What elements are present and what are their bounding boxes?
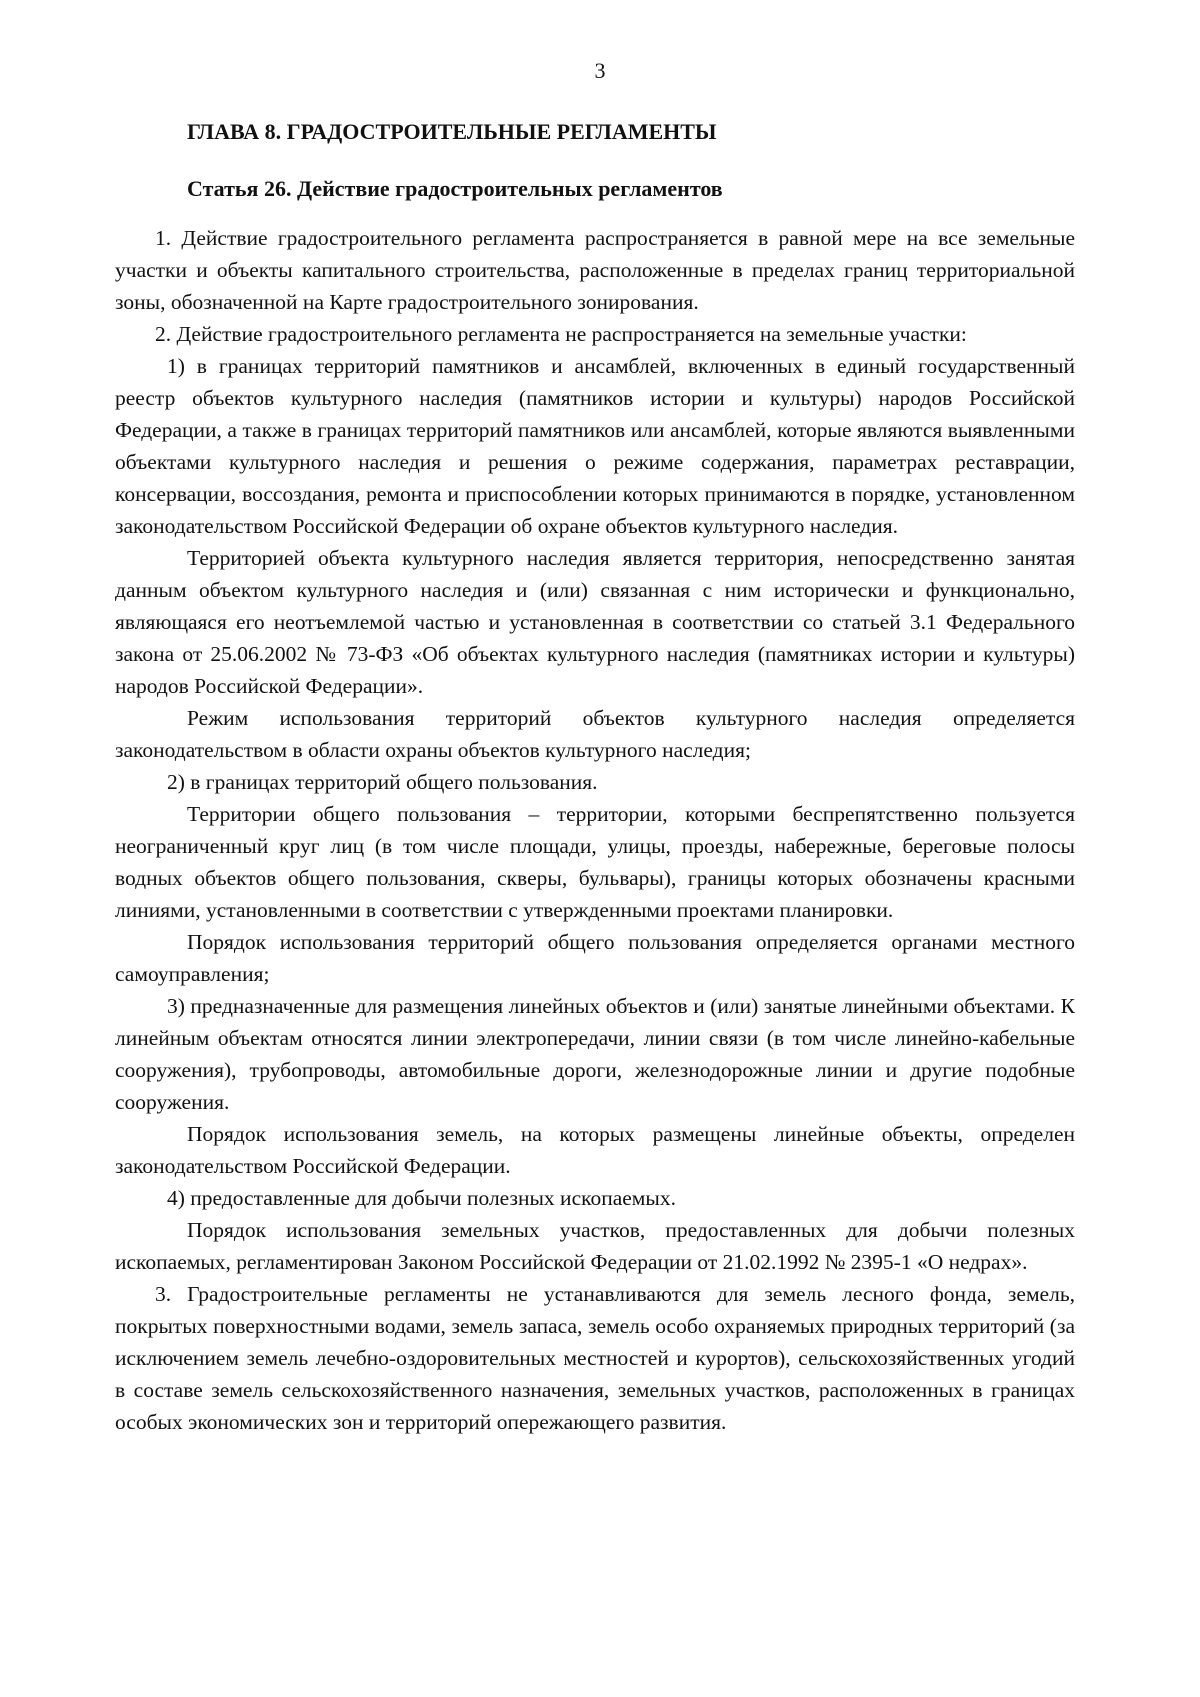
chapter-title: ГЛАВА 8. ГРАДОСТРОИТЕЛЬНЫЕ РЕГЛАМЕНТЫ	[187, 119, 717, 144]
paragraph-item-2: 2) в границах территорий общего пользования.	[167, 770, 598, 794]
article-title: Статья 26. Действие градостроительных регламентов	[187, 176, 723, 201]
paragraph-1: 1. Действие градостроительного регламента распространяется в равной мере на все земельные участки и объекты капитального строительства, расположенные в пределах границ территориальной зоны, обозначенной на Карте градостроительного зонирования.	[115, 226, 1075, 314]
paragraph-heritage-regime: Режим использования территорий объектов культурного наследия определяется законодательством в области охраны объектов культурного наследия;	[115, 706, 1075, 762]
paragraph-item-1: 1) в границах территорий памятников и ансамблей, включенных в единый государственный реестр объектов культурного наследия (памятников истории и культуры) народов Российской Федерации, а также в границах территорий памятников или ансамблей, которые являются выявленными объектами культурного наследия и решения о режиме содержания, параметрах реставрации, консервации, воссоздания, ремонта и приспособлении которых принимаются в порядке, установленном законодательством Российской Федерации об охране объектов культурного наследия.	[115, 354, 1075, 538]
document-body	[115, 116, 1075, 1438]
paragraph-public-territories: Территории общего пользования – территории, которыми беспрепятственно пользуется неограниченный круг лиц (в том числе площади, улицы, проезды, набережные, береговые полосы водных объектов общего пользования, скверы, бульвары), границы которых обозначены красными линиями, установленными в соответствии с утвержденными проектами планировки.	[115, 802, 1075, 922]
paragraph-minerals-order: Порядок использования земельных участков, предоставленных для добычи полезных ископаемых, регламентирован Законом Российской Федерации от 21.02.1992 № 2395-1 «О недрах».	[115, 1218, 1075, 1274]
paragraph-public-territories-order: Порядок использования территорий общего пользования определяется органами местного самоуправления;	[115, 930, 1075, 986]
paragraph-3: 3. Градостроительные регламенты не устанавливаются для земель лесного фонда, земель, покрытых поверхностными водами, земель запаса, земель особо охраняемых природных территорий (за исключением земель лечебно-оздоровительных местностей и курортов), сельскохозяйственных угодий в составе земель сельскохозяйственного назначения, земельных участков, расположенных в границах особых экономических зон и территорий опережающего развития.	[115, 1282, 1075, 1434]
paragraph-item-3: 3) предназначенные для размещения линейных объектов и (или) занятые линейными объектами. К линейным объектам относятся линии электропередачи, линии связи (в том числе линейно-кабельные сооружения), трубопроводы, автомобильные дороги, железнодорожные линии и другие подобные сооружения.	[115, 994, 1075, 1114]
page-number: 3	[594, 58, 606, 83]
paragraph-2: 2. Действие градостроительного регламента не распространяется на земельные участки:	[155, 322, 967, 346]
paragraph-heritage-territory: Территорией объекта культурного наследия является территория, непосредственно занятая данным объектом культурного наследия и (или) связанная с ним исторически и функционально, являющаяся его неотъемлемой частью и установленная в соответствии со статьей 3.1 Федерального закона от 25.06.2002 № 73-ФЗ «Об объектах культурного наследия (памятниках истории и культуры) народов Российской Федерации».	[115, 546, 1075, 698]
paragraph-item-4: 4) предоставленные для добычи полезных ископаемых.	[167, 1186, 676, 1210]
paragraph-linear-objects-order: Порядок использования земель, на которых размещены линейные объекты, определен законодательством Российской Федерации.	[115, 1122, 1075, 1178]
